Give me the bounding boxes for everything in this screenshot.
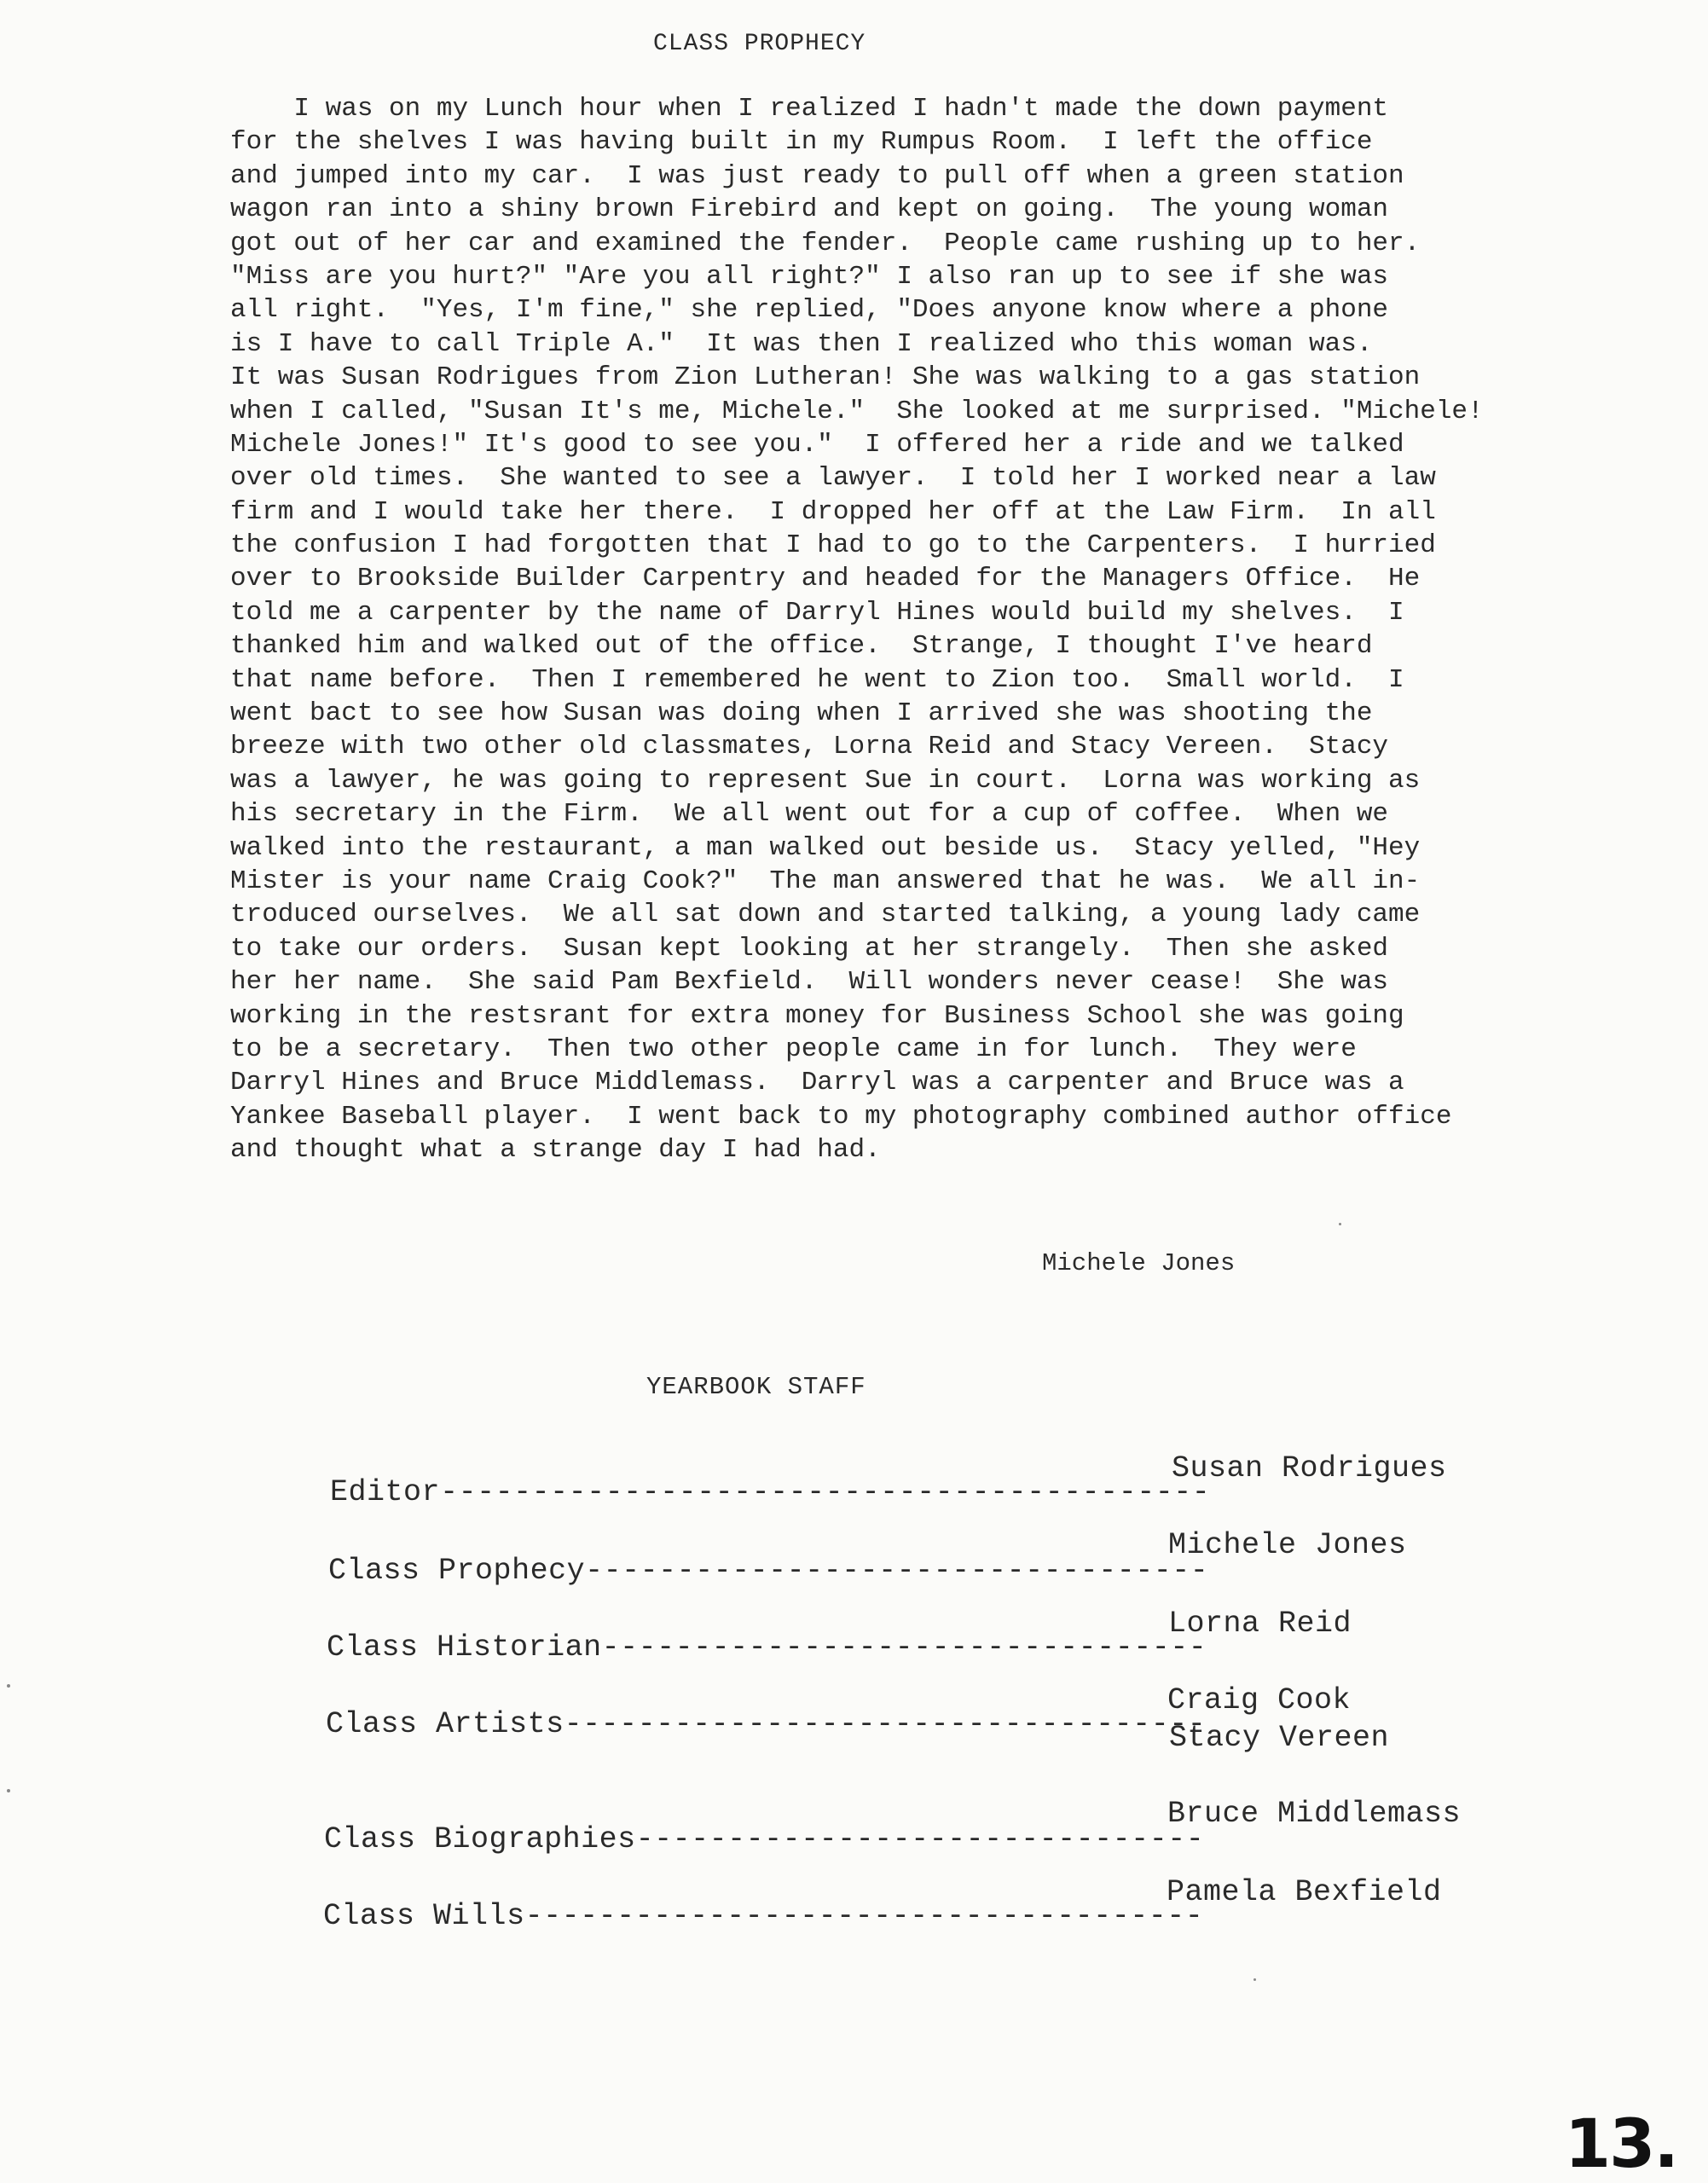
prophecy-line: Yankee Baseball player. I went back to my photography combined author office [230, 1101, 1452, 1132]
prophecy-line: when I called, "Susan It's me, Michele." She looked at me surprised. "Michele! [230, 396, 1484, 426]
leader-dashes: ---------------------------------- [585, 1554, 1209, 1588]
staff-role: Class Prophecy [328, 1554, 586, 1588]
page-number: 13. [1564, 2106, 1677, 2183]
prophecy-line: walked into the restaurant, a man walked out beside us. Stacy yelled, "Hey [230, 832, 1421, 863]
prophecy-line: thanked him and walked out of the office. Strange, I thought I've heard [230, 631, 1373, 662]
prophecy-line: Darryl Hines and Bruce Middlemass. Darryl was a carpenter and Bruce was a [230, 1068, 1404, 1098]
prophecy-line: told me a carpenter by the name of Darryl Hines would build my shelves. I [230, 597, 1404, 628]
staff-name: Bruce Middlemass [1167, 1797, 1462, 1831]
staff-role: Editor [330, 1475, 441, 1509]
prophecy-line: for the shelves I was having built in my Rumpus Room. I left the office [230, 127, 1373, 158]
prophecy-line: was a lawyer, he was going to represent Sue in court. Lorna was working as [230, 765, 1421, 796]
leader-dashes: ----------------------------------- [564, 1707, 1207, 1741]
staff-role: Class Biographies [324, 1822, 636, 1856]
author-signature: Michele Jones [1042, 1249, 1236, 1277]
prophecy-line: wagon ran into a shiny brown Firebird and kept on going. The young woman [230, 194, 1389, 225]
scan-speck [1253, 1978, 1256, 1981]
prophecy-line: all right. "Yes, I'm fine," she replied, "Does anyone know where a phone [230, 295, 1389, 326]
prophecy-line: troduced ourselves. We all sat down and started talking, a young lady came [230, 900, 1421, 930]
prophecy-line: her her name. She said Pam Bexfield. Will wonders never cease! She was [230, 967, 1389, 998]
scan-speck [1339, 1223, 1341, 1225]
scan-speck [7, 1789, 10, 1792]
prophecy-line: his secretary in the Firm. We all went out for a cup of coffee. When we [230, 799, 1389, 830]
staff-role: Class Historian [327, 1630, 602, 1665]
staff-row-class-wills [213, 1865, 1442, 2001]
prophecy-line: the confusion I had forgotten that I had to go to the Carpenters. I hurried [230, 530, 1436, 561]
prophecy-line: and thought what a strange day I had had. [230, 1135, 881, 1166]
leader-dashes: ------------------------------- [635, 1822, 1205, 1856]
staff-role: Class Wills [323, 1899, 525, 1933]
scan-speck [7, 1684, 10, 1688]
staff-heading: YEARBOOK STAFF [646, 1373, 866, 1401]
leader-dashes: --------------------------------- [601, 1630, 1207, 1665]
page-title: CLASS PROPHECY [653, 31, 866, 57]
staff-name: Pamela Bexfield [1167, 1875, 1442, 1909]
staff-name: Craig Cook [1167, 1683, 1352, 1717]
staff-name: Susan Rodrigues [1172, 1451, 1447, 1485]
prophecy-line: over old times. She wanted to see a lawyer. I told her I worked near a law [230, 463, 1436, 494]
prophecy-line: "Miss are you hurt?" "Are you all right?" I also ran up to see if she was [230, 261, 1389, 292]
staff-name: Lorna Reid [1168, 1607, 1352, 1641]
prophecy-line: that name before. Then I remembered he went to Zion too. Small world. I [230, 664, 1404, 695]
prophecy-line: breeze with two other old classmates, Lorna Reid and Stacy Vereen. Stacy [230, 732, 1389, 762]
prophecy-line: went bact to see how Susan was doing when I arrived she was shooting the [230, 698, 1373, 729]
prophecy-line: Michele Jones!" It's good to see you." I offered her a ride and we talked [230, 429, 1404, 460]
prophecy-line: I was on my Lunch hour when I realized I hadn't made the down payment [230, 94, 1389, 124]
staff-name-second: Stacy Vereen [1169, 1721, 1390, 1755]
prophecy-line: Mister is your name Craig Cook?" The man answered that he was. We all in- [230, 866, 1421, 896]
prophecy-line: to be a secretary. Then two other people came in for lunch. They were [230, 1034, 1357, 1064]
leader-dashes: ------------------------------------- [524, 1899, 1204, 1933]
prophecy-line: to take our orders. Susan kept looking at her strangely. Then she asked [230, 933, 1389, 964]
prophecy-line: is I have to call Triple A." It was then I realized who this woman was. [230, 328, 1373, 359]
prophecy-line: over to Brookside Builder Carpentry and headed for the Managers Office. He [230, 564, 1421, 594]
prophecy-line: and jumped into my car. I was just ready to pull off when a green station [230, 160, 1404, 191]
prophecy-line: firm and I would take her there. I dropped her off at the Law Firm. In all [230, 496, 1436, 527]
leader-dashes: ------------------------------------------ [440, 1475, 1211, 1509]
prophecy-line: working in the restsrant for extra money for Business School she was going [230, 1000, 1404, 1031]
prophecy-line: It was Susan Rodrigues from Zion Lutheran! She was walking to a gas station [230, 362, 1421, 393]
staff-name: Michele Jones [1168, 1528, 1407, 1562]
prophecy-line: got out of her car and examined the fender. People came rushing up to her. [230, 228, 1421, 258]
staff-role: Class Artists [326, 1707, 565, 1741]
